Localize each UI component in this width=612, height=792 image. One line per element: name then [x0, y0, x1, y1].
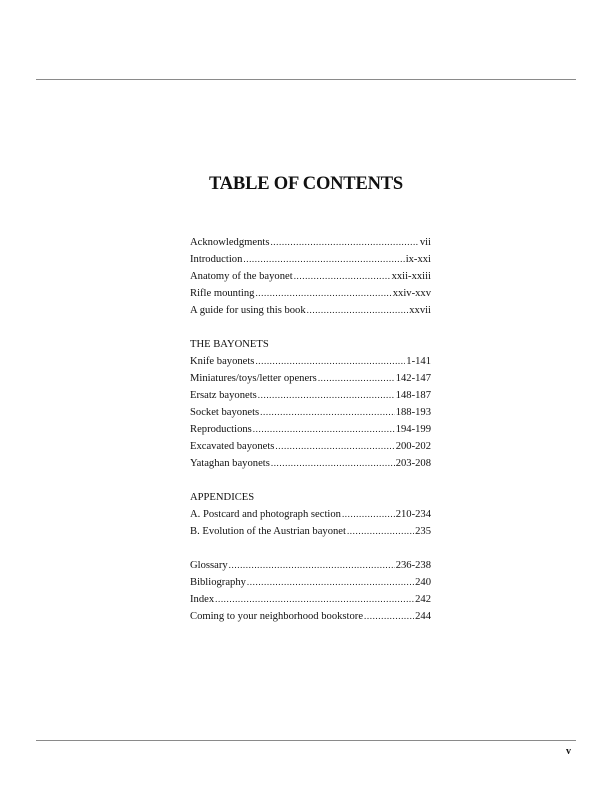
page-number: v: [566, 746, 571, 757]
toc-entry-appendix-b[interactable]: [190, 523, 431, 540]
toc-label: B. Evolution of the Austrian bayonet: [190, 526, 346, 537]
toc-page: 188-193: [395, 407, 431, 418]
toc-label: Socket bayonets: [190, 407, 260, 418]
toc-entry-excavated[interactable]: [190, 438, 431, 455]
toc-entry-glossary[interactable]: [190, 557, 431, 574]
toc-page: 194-199: [395, 424, 431, 435]
toc-page: ix-xxi: [405, 254, 431, 265]
toc-page: 142-147: [395, 373, 431, 384]
leader-dots: [342, 506, 395, 523]
leader-dots: [347, 523, 414, 540]
toc-page: xxvii: [409, 305, 431, 316]
toc-label: Anatomy of the bayonet: [190, 271, 293, 282]
toc-page: 148-187: [395, 390, 431, 401]
section-heading-bayonets: THE BAYONETS: [190, 339, 269, 350]
toc-entry-introduction[interactable]: [190, 251, 431, 268]
toc-label: Excavated bayonets: [190, 441, 275, 452]
toc-label: Introduction: [190, 254, 243, 265]
leader-dots: [258, 387, 395, 404]
toc-page: xxiv-xxv: [392, 288, 431, 299]
leader-dots: [253, 421, 395, 438]
toc-page: 240: [415, 577, 431, 588]
toc-entry-miniatures[interactable]: [190, 370, 431, 387]
toc-label: Miniatures/toys/letter openers: [190, 373, 317, 384]
toc-entry-bookstore[interactable]: [190, 608, 431, 625]
toc-page: vii: [419, 237, 431, 248]
leader-dots: [247, 574, 414, 591]
toc-page: 236-238: [395, 560, 431, 571]
leader-dots: [307, 302, 409, 319]
toc-page: 200-202: [395, 441, 431, 452]
toc-label: Ersatz bayonets: [190, 390, 257, 401]
toc-page: 203-208: [395, 458, 431, 469]
toc-label: A guide for using this book: [190, 305, 306, 316]
leader-dots: [275, 438, 394, 455]
toc-page: xxii-xxiii: [391, 271, 431, 282]
toc-page: 244: [415, 611, 431, 622]
toc-entry-index[interactable]: [190, 591, 431, 608]
leader-dots: [318, 370, 395, 387]
toc-entry-guide[interactable]: [190, 302, 431, 319]
leader-dots: [255, 353, 405, 370]
toc-label: Rifle mounting: [190, 288, 255, 299]
top-rule: [36, 79, 576, 80]
section-gap: [190, 472, 431, 489]
leader-dots: [215, 591, 414, 608]
toc-entry-appendix-a[interactable]: [190, 506, 431, 523]
leader-dots: [271, 455, 395, 472]
toc-entry-bibliography[interactable]: [190, 574, 431, 591]
toc-entry-rifle-mounting[interactable]: [190, 285, 431, 302]
toc-label: Bibliography: [190, 577, 246, 588]
toc-label: Glossary: [190, 560, 228, 571]
toc-entry-reproductions[interactable]: [190, 421, 431, 438]
toc-entry-anatomy[interactable]: [190, 268, 431, 285]
toc-entry-socket[interactable]: [190, 404, 431, 421]
leader-dots: [270, 234, 418, 251]
toc-label: Acknowledgments: [190, 237, 270, 248]
toc-label: Coming to your neighborhood bookstore: [190, 611, 364, 622]
toc-page: 242: [415, 594, 431, 605]
toc-entry-knife-bayonets[interactable]: [190, 353, 431, 370]
table-of-contents: [190, 234, 431, 625]
toc-page: 235: [415, 526, 431, 537]
toc-label: Knife bayonets: [190, 356, 255, 367]
toc-label: Yataghan bayonets: [190, 458, 270, 469]
leader-dots: [260, 404, 395, 421]
toc-entry-yataghan[interactable]: [190, 455, 431, 472]
leader-dots: [243, 251, 404, 268]
section-gap: [190, 319, 431, 336]
section-gap: [190, 540, 431, 557]
toc-entry-acknowledgments[interactable]: [190, 234, 431, 251]
leader-dots: [364, 608, 414, 625]
toc-label: Reproductions: [190, 424, 252, 435]
toc-label: Index: [190, 594, 215, 605]
leader-dots: [294, 268, 391, 285]
toc-entry-ersatz[interactable]: [190, 387, 431, 404]
leader-dots: [229, 557, 395, 574]
bottom-rule: [36, 740, 576, 741]
toc-page: 1-141: [406, 356, 431, 367]
toc-page: 210-234: [395, 509, 431, 520]
page-title: TABLE OF CONTENTS: [209, 174, 403, 194]
section-heading-appendices: APPENDICES: [190, 492, 255, 503]
leader-dots: [255, 285, 391, 302]
toc-label: A. Postcard and photograph section: [190, 509, 341, 520]
